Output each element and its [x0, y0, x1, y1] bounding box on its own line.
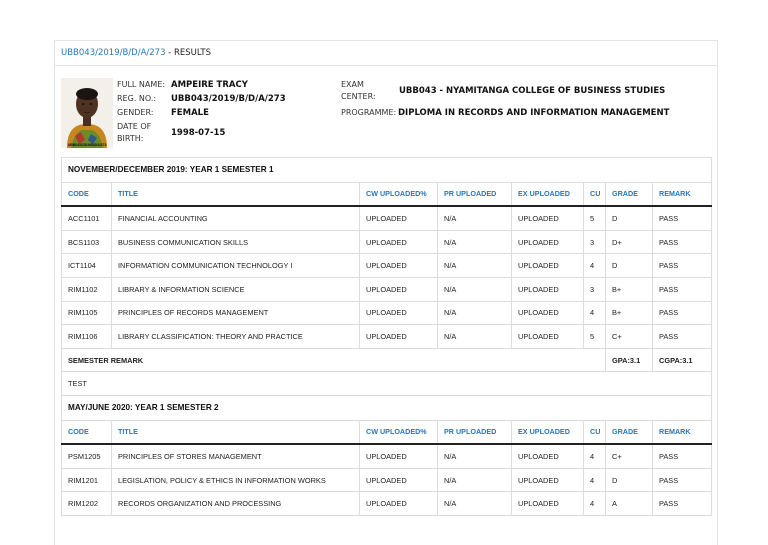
student-photo — [61, 78, 113, 148]
remark: PASS — [653, 230, 712, 254]
student-info — [55, 66, 717, 158]
cw-uploaded: UPLOADED — [360, 206, 438, 230]
reg-number-link[interactable]: UBB043/2019/B/D/A/273 — [61, 48, 166, 58]
results-suffix: - RESULTS — [165, 48, 212, 58]
column-header-pr-uploaded: PR UPLOADED — [438, 182, 512, 206]
cw-uploaded: UPLOADED — [360, 444, 438, 468]
results-card — [54, 40, 718, 545]
column-header-row — [62, 182, 712, 206]
course-code: BCS1103 — [62, 230, 112, 254]
course-code: RIM1106 — [62, 325, 112, 349]
course-code: ICT1104 — [62, 254, 112, 278]
course-title: PRINCIPLES OF RECORDS MANAGEMENT — [112, 301, 360, 325]
grade: D — [606, 254, 653, 278]
semester-remark-text: TEST — [62, 372, 712, 396]
pr-uploaded: N/A — [438, 230, 512, 254]
ex-uploaded: UPLOADED — [512, 301, 584, 325]
remark: PASS — [653, 492, 712, 516]
semester-title-row — [62, 395, 712, 420]
pr-uploaded: N/A — [438, 325, 512, 349]
full-name-value: AMPEIRE TRACY — [171, 80, 248, 90]
gender-value: FEMALE — [171, 108, 209, 118]
remark: PASS — [653, 444, 712, 468]
course-code: RIM1202 — [62, 492, 112, 516]
pr-uploaded: N/A — [438, 206, 512, 230]
column-header-cw-uploaded: CW UPLOADED% — [360, 420, 438, 444]
dob-label-line2: BIRTH: — [117, 134, 144, 143]
grade: D — [606, 468, 653, 492]
credit-units: 4 — [584, 492, 606, 516]
course-title: INFORMATION COMMUNICATION TECHNOLOGY I — [112, 254, 360, 278]
column-header-grade: GRADE — [606, 182, 653, 206]
remark: PASS — [653, 468, 712, 492]
course-row — [62, 444, 712, 468]
course-row — [62, 325, 712, 349]
semester-remark-row — [62, 348, 712, 372]
column-header-ex-uploaded: EX UPLOADED — [512, 420, 584, 444]
column-header-grade: GRADE — [606, 420, 653, 444]
programme-label: PROGRAMME: — [341, 108, 397, 117]
course-title: LIBRARY CLASSIFICATION: THEORY AND PRACTICE — [112, 325, 360, 349]
course-code: PSM1205 — [62, 444, 112, 468]
exam-center-value: UBB043 - NYAMITANGA COLLEGE OF BUSINESS STUDIES — [399, 86, 666, 96]
credit-units: 4 — [584, 444, 606, 468]
pr-uploaded: N/A — [438, 254, 512, 278]
pr-uploaded: N/A — [438, 492, 512, 516]
ex-uploaded: UPLOADED — [512, 468, 584, 492]
ex-uploaded: UPLOADED — [512, 254, 584, 278]
column-header-ex-uploaded: EX UPLOADED — [512, 182, 584, 206]
results-header — [55, 41, 717, 66]
course-code: RIM1102 — [62, 277, 112, 301]
dob-value: 1998-07-15 — [171, 128, 226, 138]
ex-uploaded: UPLOADED — [512, 325, 584, 349]
photo-caption: UBB043/2019/B/D/A/273 — [67, 143, 107, 147]
student-portrait-image — [61, 78, 113, 148]
cw-uploaded: UPLOADED — [360, 492, 438, 516]
course-row — [62, 254, 712, 278]
column-header-pr-uploaded: PR UPLOADED — [438, 420, 512, 444]
credit-units: 4 — [584, 468, 606, 492]
column-header-remark: REMARK — [653, 182, 712, 206]
cw-uploaded: UPLOADED — [360, 325, 438, 349]
column-header-cw-uploaded: CW UPLOADED% — [360, 182, 438, 206]
course-row — [62, 492, 712, 516]
semester-title-row — [62, 158, 712, 183]
pr-uploaded: N/A — [438, 468, 512, 492]
column-header-cu: CU — [584, 182, 606, 206]
gpa-value: GPA:3.1 — [606, 348, 653, 372]
course-row — [62, 277, 712, 301]
credit-units: 4 — [584, 301, 606, 325]
course-row — [62, 468, 712, 492]
column-header-code: CODE — [62, 182, 112, 206]
semester-remark-label: SEMESTER REMARK — [62, 348, 606, 372]
course-title: FINANCIAL ACCOUNTING — [112, 206, 360, 230]
credit-units: 4 — [584, 254, 606, 278]
ex-uploaded: UPLOADED — [512, 277, 584, 301]
dob-label-line1: DATE OF — [117, 122, 152, 131]
credit-units: 3 — [584, 230, 606, 254]
remark: PASS — [653, 206, 712, 230]
grade: C+ — [606, 325, 653, 349]
semester-title: MAY/JUNE 2020: YEAR 1 SEMESTER 2 — [62, 395, 712, 420]
gender-label: GENDER: — [117, 108, 154, 117]
column-header-title: TITLE — [112, 182, 360, 206]
pr-uploaded: N/A — [438, 277, 512, 301]
semester-remark-text-row — [62, 372, 712, 396]
results-table-body — [62, 158, 712, 516]
cw-uploaded: UPLOADED — [360, 468, 438, 492]
course-code: ACC1101 — [62, 206, 112, 230]
results-table — [61, 157, 712, 516]
cw-uploaded: UPLOADED — [360, 254, 438, 278]
cgpa-value: CGPA:3.1 — [653, 348, 712, 372]
course-code: RIM1105 — [62, 301, 112, 325]
grade: C+ — [606, 444, 653, 468]
reg-no-value: UBB043/2019/B/D/A/273 — [171, 94, 286, 104]
course-row — [62, 301, 712, 325]
credit-units: 5 — [584, 325, 606, 349]
grade: A — [606, 492, 653, 516]
pr-uploaded: N/A — [438, 444, 512, 468]
cw-uploaded: UPLOADED — [360, 230, 438, 254]
course-title: PRINCIPLES OF STORES MANAGEMENT — [112, 444, 360, 468]
semester-title: NOVEMBER/DECEMBER 2019: YEAR 1 SEMESTER 1 — [62, 158, 712, 183]
cw-uploaded: UPLOADED — [360, 301, 438, 325]
remark: PASS — [653, 301, 712, 325]
grade: D+ — [606, 230, 653, 254]
cw-uploaded: UPLOADED — [360, 277, 438, 301]
column-header-title: TITLE — [112, 420, 360, 444]
exam-center-label-line1: EXAM — [341, 80, 364, 89]
programme-value: DIPLOMA IN RECORDS AND INFORMATION MANAGEMENT — [398, 108, 670, 118]
course-title: LIBRARY & INFORMATION SCIENCE — [112, 277, 360, 301]
column-header-cu: CU — [584, 420, 606, 444]
course-title: LEGISLATION, POLICY & ETHICS IN INFORMATION WORKS — [112, 468, 360, 492]
remark: PASS — [653, 325, 712, 349]
ex-uploaded: UPLOADED — [512, 206, 584, 230]
course-title: BUSINESS COMMUNICATION SKILLS — [112, 230, 360, 254]
column-header-code: CODE — [62, 420, 112, 444]
ex-uploaded: UPLOADED — [512, 444, 584, 468]
remark: PASS — [653, 254, 712, 278]
exam-center-label-line2: CENTER: — [341, 92, 376, 101]
ex-uploaded: UPLOADED — [512, 492, 584, 516]
course-row — [62, 206, 712, 230]
pr-uploaded: N/A — [438, 301, 512, 325]
grade: B+ — [606, 277, 653, 301]
grade: D — [606, 206, 653, 230]
column-header-row — [62, 420, 712, 444]
full-name-label: FULL NAME: — [117, 80, 166, 89]
course-row — [62, 230, 712, 254]
course-title: RECORDS ORGANIZATION AND PROCESSING — [112, 492, 360, 516]
reg-no-label: REG. NO.: — [117, 94, 157, 103]
course-code: RIM1201 — [62, 468, 112, 492]
ex-uploaded: UPLOADED — [512, 230, 584, 254]
credit-units: 3 — [584, 277, 606, 301]
credit-units: 5 — [584, 206, 606, 230]
column-header-remark: REMARK — [653, 420, 712, 444]
remark: PASS — [653, 277, 712, 301]
grade: B+ — [606, 301, 653, 325]
